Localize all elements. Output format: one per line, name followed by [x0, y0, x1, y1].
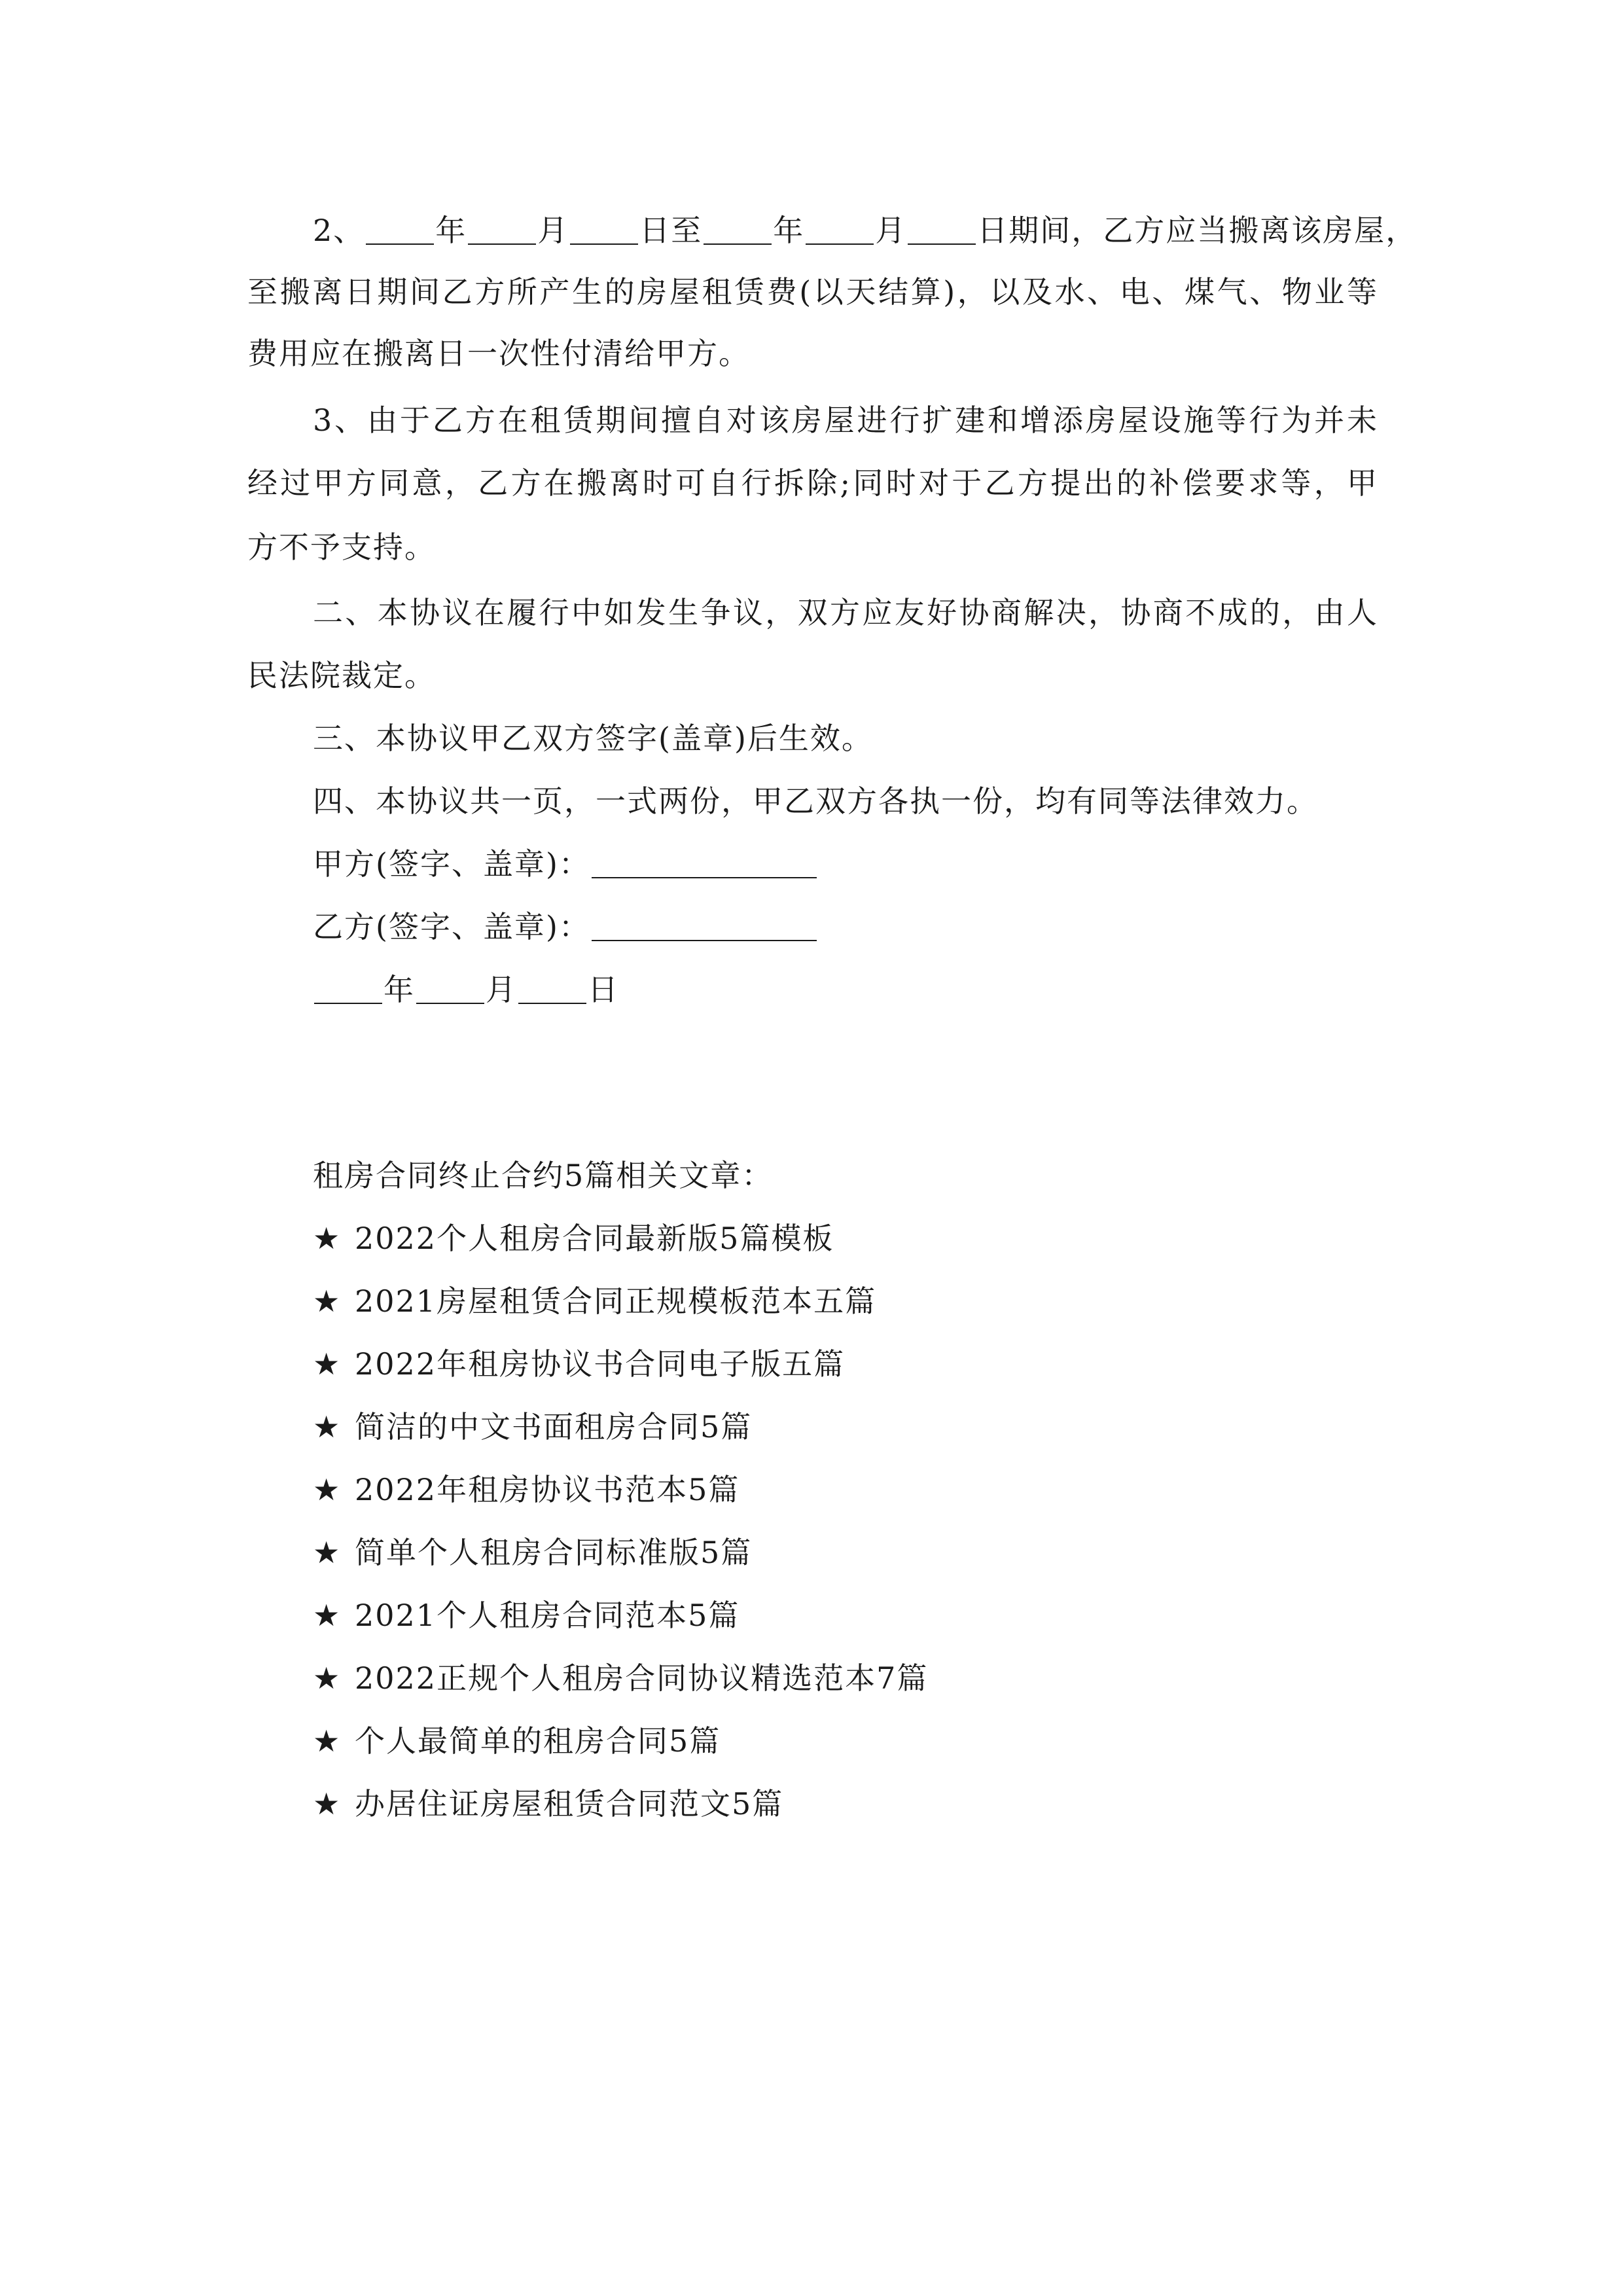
clause-2-line-1 — [313, 211, 1417, 250]
blank-sign-year — [314, 974, 382, 1004]
signature-date — [313, 970, 619, 1009]
clause-2-prefix: 2、 — [313, 213, 365, 248]
related-item[interactable] — [313, 1407, 752, 1446]
star-icon: ★ — [313, 1472, 342, 1507]
sign-month-label: 月 — [486, 972, 517, 1007]
blank-sign-month — [416, 974, 484, 1004]
related-item[interactable] — [313, 1596, 740, 1635]
related-item[interactable] — [313, 1282, 876, 1321]
clause-3-line-2: 经过甲方同意，乙方在搬离时可自行拆除;同时对于乙方提出的补偿要求等，甲 — [247, 465, 1378, 501]
related-item[interactable] — [313, 1784, 783, 1823]
related-item[interactable] — [313, 1721, 721, 1761]
related-item[interactable] — [313, 1659, 928, 1698]
star-icon: ★ — [313, 1535, 342, 1570]
star-icon: ★ — [313, 1598, 342, 1633]
blank-day-end — [908, 215, 976, 245]
related-item[interactable] — [313, 1470, 740, 1509]
related-item-label[interactable]: 2022个人租房合同最新版5篇模板 — [355, 1221, 834, 1256]
clause-2-month-2: 月 — [875, 213, 907, 248]
blank-month-end — [806, 215, 874, 245]
article-4: 四、本协议共一页，一式两份，甲乙双方各执一份，均有同等法律效力。 — [313, 783, 1318, 819]
party-a-label: 甲方(签字、盖章)： — [313, 846, 590, 882]
related-item-label[interactable]: 简洁的中文书面租房合同5篇 — [355, 1409, 753, 1444]
party-b-signature-blank — [592, 911, 817, 941]
blank-sign-day — [518, 974, 586, 1004]
blank-month-start — [468, 215, 536, 245]
star-icon: ★ — [313, 1660, 342, 1696]
related-item-label[interactable]: 2022正规个人租房合同协议精选范本7篇 — [355, 1660, 929, 1696]
star-icon: ★ — [313, 1723, 342, 1759]
related-item-label[interactable]: 2022年租房协议书范本5篇 — [355, 1472, 740, 1507]
clause-3-line-3: 方不予支持。 — [247, 529, 436, 565]
sign-day-label: 日 — [588, 972, 619, 1007]
related-item-label[interactable]: 2021个人租房合同范本5篇 — [355, 1598, 740, 1633]
star-icon: ★ — [313, 1409, 342, 1444]
article-2-line-1: 二、本协议在履行中如发生争议，双方应友好协商解决，协商不成的，由人 — [313, 595, 1378, 630]
related-item-label[interactable]: 2021房屋租赁合同正规模板范本五篇 — [355, 1283, 877, 1319]
related-item[interactable] — [313, 1219, 834, 1258]
clause-3-line-1: 3、由于乙方在租赁期间擅自对该房屋进行扩建和增添房屋设施等行为并未 — [313, 403, 1378, 438]
related-item[interactable] — [313, 1533, 752, 1572]
clause-2-year: 年 — [435, 213, 467, 248]
clause-2-month: 月 — [537, 213, 569, 248]
related-item[interactable] — [313, 1344, 845, 1384]
related-item-label[interactable]: 办居住证房屋租赁合同范文5篇 — [355, 1786, 784, 1821]
article-2-line-2: 民法院裁定。 — [247, 658, 436, 693]
blank-year-start — [366, 215, 434, 245]
article-3: 三、本协议甲乙双方签字(盖章)后生效。 — [313, 721, 873, 756]
blank-year-end — [704, 215, 772, 245]
blank-day-start — [570, 215, 638, 245]
clause-2-year-2: 年 — [773, 213, 805, 248]
related-item-label[interactable]: 2022年租房协议书合同电子版五篇 — [355, 1346, 846, 1382]
clause-2-line-3: 费用应在搬离日一次性付清给甲方。 — [247, 336, 750, 371]
clause-2-day-period: 日期间，乙方应当搬离该房屋， — [977, 213, 1418, 248]
star-icon: ★ — [313, 1283, 342, 1319]
clause-2-line-2: 至搬离日期间乙方所产生的房屋租赁费(以天结算)，以及水、电、煤气、物业等 — [247, 274, 1378, 310]
party-b-label: 乙方(签字、盖章)： — [313, 909, 590, 944]
clause-2-day-to: 日至 — [639, 213, 703, 248]
star-icon: ★ — [313, 1346, 342, 1382]
related-heading: 租房合同终止合约5篇相关文章： — [313, 1158, 774, 1193]
star-icon: ★ — [313, 1786, 342, 1821]
star-icon: ★ — [313, 1221, 342, 1256]
related-item-label[interactable]: 简单个人租房合同标准版5篇 — [355, 1535, 753, 1570]
party-b-signature — [313, 907, 818, 946]
related-item-label[interactable]: 个人最简单的租房合同5篇 — [355, 1723, 721, 1759]
party-a-signature — [313, 844, 818, 884]
sign-year-label: 年 — [383, 972, 415, 1007]
party-a-signature-blank — [592, 848, 817, 878]
